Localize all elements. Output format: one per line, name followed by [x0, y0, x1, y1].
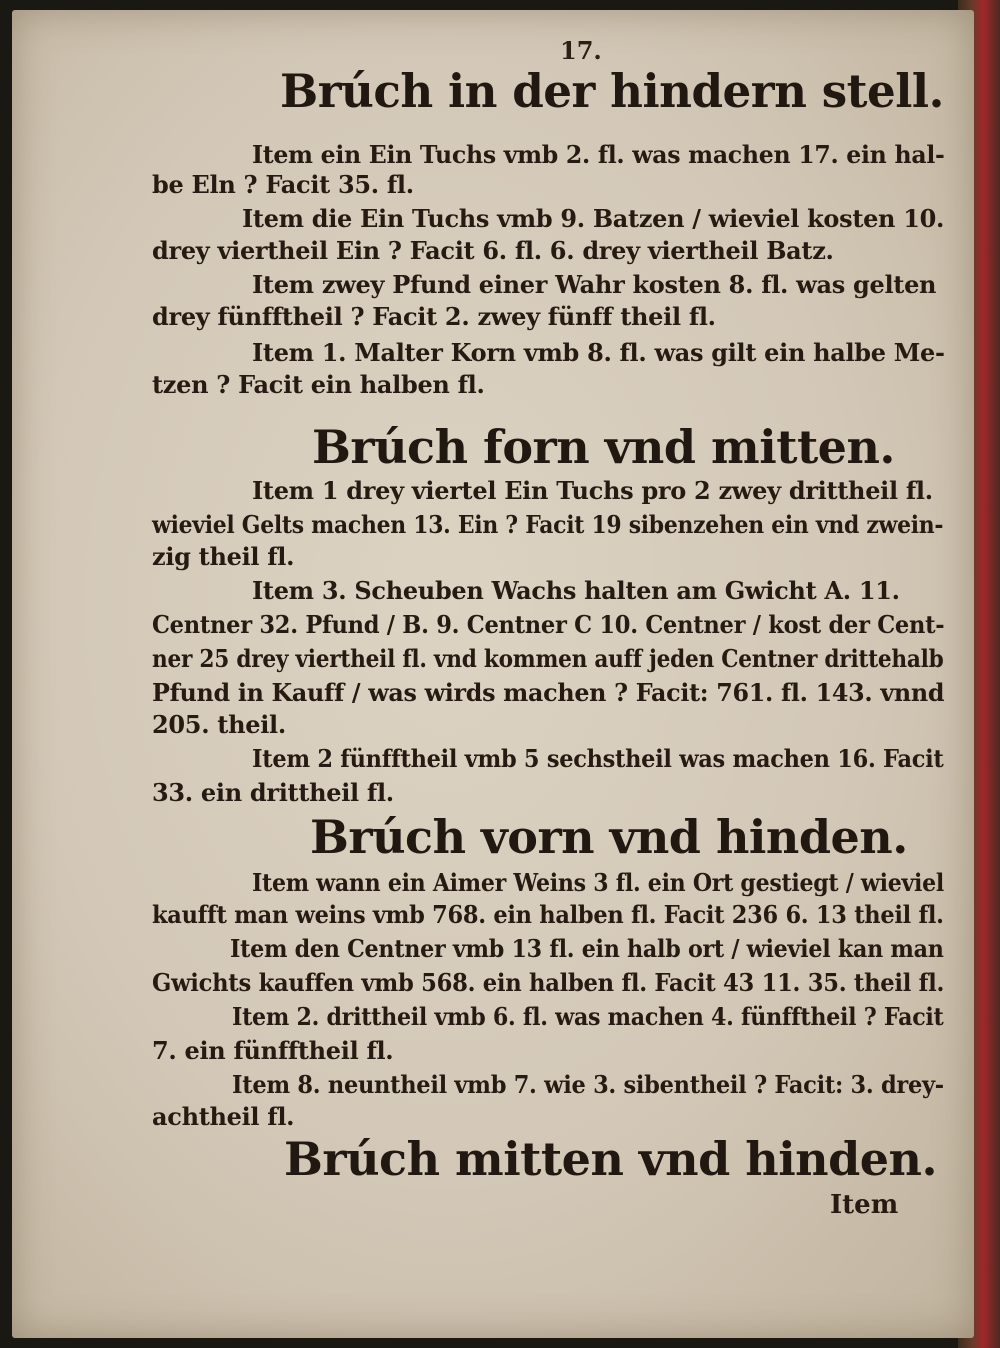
text-line: Item 2. drittheil vmb 6. fl. was machen 4. fünfftheil ? Facit — [232, 1002, 944, 1031]
text-line: wieviel Gelts machen 13. Ein ? Facit 19 sibenzehen ein vnd zwein- — [152, 510, 944, 539]
text-line: 33. ein drittheil fl. — [152, 778, 394, 807]
section-heading-2: Brúch forn vnd mitten. — [312, 420, 895, 474]
text-line: achtheil fl. — [152, 1102, 295, 1131]
text-line: Gwichts kauffen vmb 568. ein halben fl. Facit 43 11. 35. theil fl. — [152, 968, 945, 997]
text-line: zig theil fl. — [152, 542, 295, 571]
text-line: kaufft man weins vmb 768. ein halben fl. Facit 236 6. 13 theil fl. — [152, 900, 944, 929]
text-line: be Eln ? Facit 35. fl. — [152, 170, 414, 199]
text-line: Item 1. Malter Korn vmb 8. fl. was gilt ein halbe Me- — [252, 338, 945, 367]
text-line: Pfund in Kauff / was wirds machen ? Facit: 761. fl. 143. vnnd — [152, 678, 945, 707]
text-line: Item 3. Scheuben Wachs halten am Gwicht A. 11. — [252, 576, 900, 605]
text-line: Item die Ein Tuchs vmb 9. Batzen / wieviel kosten 10. — [242, 204, 945, 233]
text-line: Item 8. neuntheil vmb 7. wie 3. sibentheil ? Facit: 3. drey- — [232, 1070, 944, 1099]
text-line: tzen ? Facit ein halben fl. — [152, 370, 485, 399]
text-line: Item zwey Pfund einer Wahr kosten 8. fl. was gelten — [252, 270, 937, 299]
section-heading-3: Brúch vorn vnd hinden. — [310, 810, 908, 864]
text-line: Centner 32. Pfund / B. 9. Centner C 10. Centner / kost der Cent- — [152, 610, 945, 639]
text-line: drey viertheil Ein ? Facit 6. fl. 6. drey viertheil Batz. — [152, 236, 834, 265]
text-line: Item den Centner vmb 13 fl. ein halb ort / wieviel kan man — [230, 934, 944, 963]
text-line: drey fünfftheil ? Facit 2. zwey fünff theil fl. — [152, 302, 716, 331]
text-line: Item ein Ein Tuchs vmb 2. fl. was machen 17. ein hal- — [252, 140, 945, 169]
book-page — [12, 10, 974, 1338]
section-heading-4: Brúch mitten vnd hinden. — [284, 1132, 938, 1186]
text-line: Item wann ein Aimer Weins 3 fl. ein Ort gestiegt / wieviel — [252, 868, 944, 897]
text-line: Item 2 fünfftheil vmb 5 sechstheil was machen 16. Facit — [252, 744, 944, 773]
catchword: Item — [830, 1190, 899, 1220]
text-line: Item 1 drey viertel Ein Tuchs pro 2 zwey drittheil fl. — [252, 476, 933, 505]
text-line: 7. ein fünfftheil fl. — [152, 1036, 394, 1065]
page-number: 17. — [560, 36, 602, 65]
section-heading-1: Brúch in der hindern stell. — [280, 64, 944, 118]
text-line: ner 25 drey viertheil fl. vnd kommen auff jeden Centner drittehalb — [152, 644, 944, 673]
text-line: 205. theil. — [152, 710, 286, 739]
